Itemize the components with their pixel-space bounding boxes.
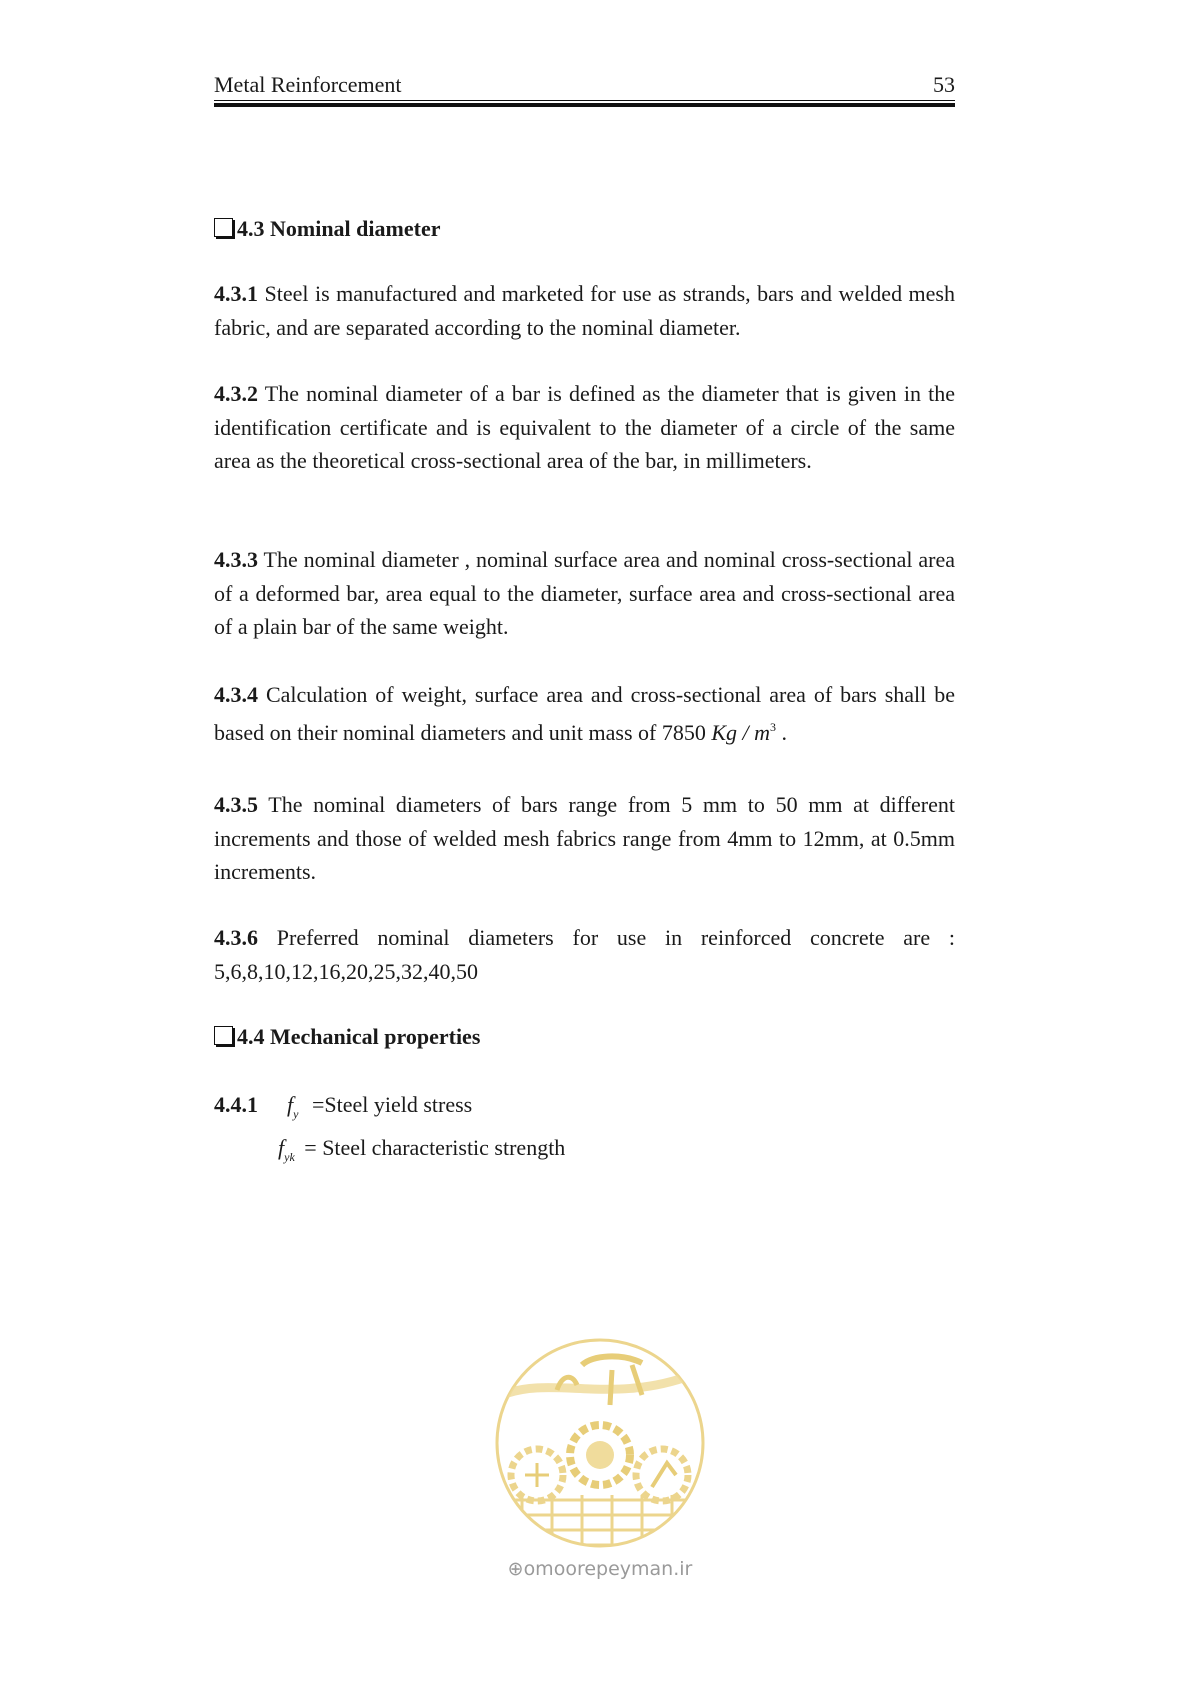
- unit-exponent: 3: [770, 720, 777, 734]
- definition-fyk: [278, 1135, 566, 1164]
- fy-description: =Steel yield stress: [311, 1092, 473, 1117]
- paragraph-4-3-2: [214, 377, 955, 478]
- paragraph-text: Preferred nominal diameters for use in reinforced concrete are : 5,6,8,10,12,16,20,25,32,40,50: [214, 925, 955, 984]
- fyk-subscript: yk: [284, 1150, 295, 1164]
- paragraph-text: Steel is manufactured and marketed for use as strands, bars and welded mesh fabric, and are separated according to the nominal diameter.: [214, 281, 955, 340]
- running-header: [214, 72, 955, 96]
- globe-icon: ⊕: [507, 1558, 524, 1580]
- paragraph-4-3-1: [214, 277, 955, 344]
- fy-symbol: f: [287, 1092, 294, 1117]
- watermark-emblem: [492, 1356, 708, 1551]
- section-title: 4.3 Nominal diameter: [237, 216, 441, 241]
- paragraph-4-3-3: [214, 543, 955, 644]
- paragraph-4-3-6: [214, 921, 955, 988]
- paragraph-number: 4.3.5: [214, 792, 258, 817]
- paragraph-text: The nominal diameter of a bar is defined as the diameter that is given in the identification certificate and is equivalent to the diameter of a circle of the same area as the theoretical cross-sectional area of the bar, in millimeters.: [214, 381, 955, 473]
- paragraph-text: Calculation of weight, surface area and cross-sectional area of bars shall be based on their nominal diameters and unit mass of 7850: [214, 682, 955, 745]
- paragraph-text: The nominal diameter , nominal surface area and nominal cross-sectional area of a deformed bar, area equal to the diameter, surface area and cross-sectional area of a plain bar of the same weight.: [214, 547, 955, 639]
- paragraph-number: 4.3.1: [214, 281, 258, 306]
- fyk-symbol: f: [278, 1135, 285, 1160]
- header-rule-thick: [214, 103, 955, 107]
- watermark-logo: [492, 1335, 708, 1551]
- page-number: 53: [933, 72, 955, 97]
- paragraph-number: 4.3.3: [214, 547, 258, 572]
- paragraph-end: .: [776, 720, 788, 745]
- paragraph-number: 4.3.4: [214, 682, 258, 707]
- definition-number: 4.4.1: [214, 1092, 258, 1117]
- header-title: Metal Reinforcement: [214, 72, 402, 97]
- paragraph-4-3-5: [214, 788, 955, 889]
- section-title: 4.4 Mechanical properties: [237, 1024, 481, 1049]
- header-rule-thin: [214, 100, 955, 101]
- section-heading-4-4: [214, 1024, 955, 1050]
- checkbox-bullet-icon: [214, 218, 233, 237]
- paragraph-number: 4.3.6: [214, 925, 258, 950]
- section-heading-4-3: [214, 216, 955, 242]
- checkbox-bullet-icon: [214, 1026, 233, 1045]
- paragraph-4-3-4: [214, 676, 955, 752]
- paragraph-text: The nominal diameters of bars range from 5 mm to 50 mm at different increments and those of welded mesh fabrics range from 4mm to 12mm, at 0.5mm increments.: [214, 792, 955, 884]
- fy-subscript: y: [293, 1107, 299, 1121]
- unit-mass-expression: Kg / m: [711, 720, 771, 745]
- fyk-description: = Steel characteristic strength: [304, 1135, 566, 1160]
- paragraph-number: 4.3.2: [214, 381, 258, 406]
- definition-fy: [214, 1092, 473, 1121]
- watermark-site-text: ⊕omoorepeyman.ir: [507, 1558, 693, 1580]
